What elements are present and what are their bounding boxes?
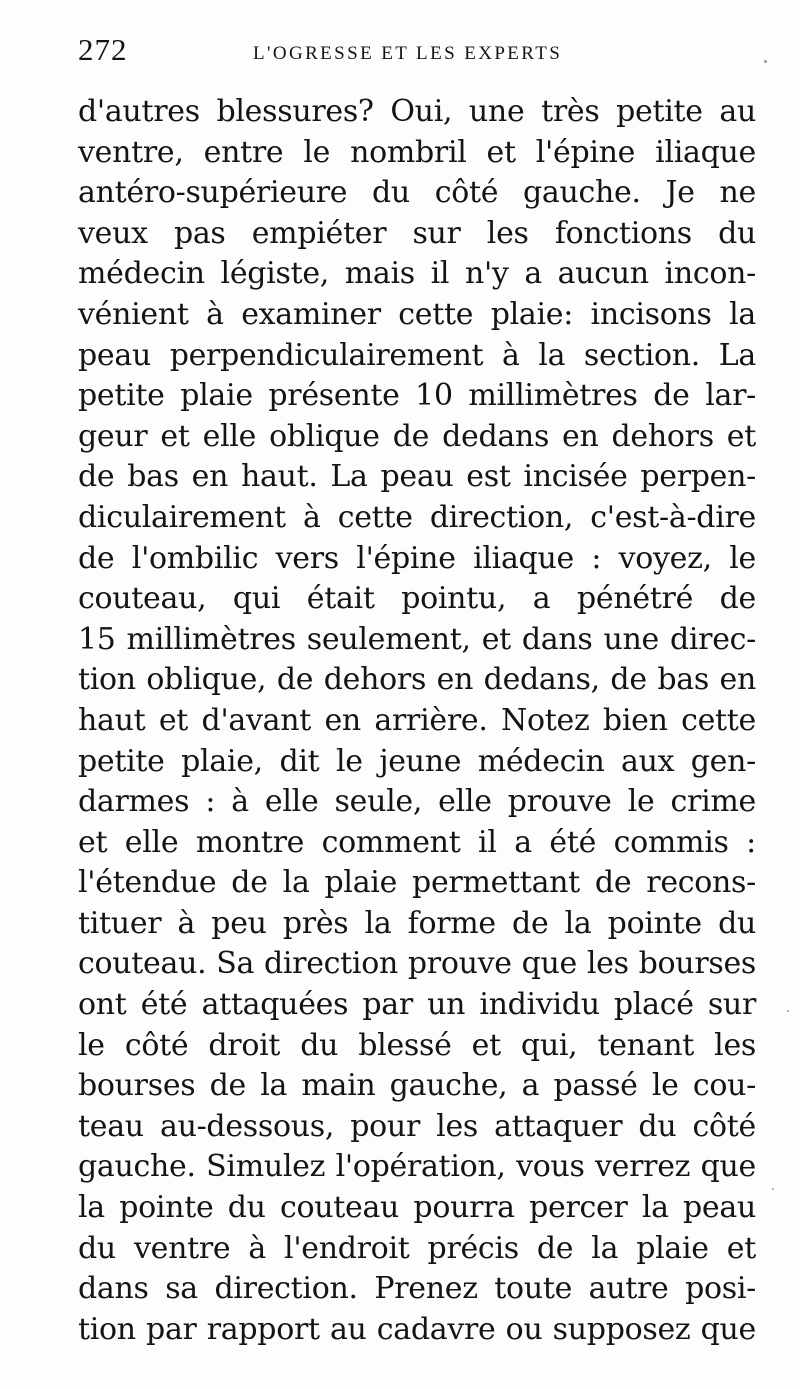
text-line: gauche. Simulez l'opération, vous verrez que — [78, 1149, 756, 1185]
text-line: teau au-dessous, pour les attaquer du côté — [78, 1108, 756, 1144]
body-text — [78, 92, 756, 1350]
text-line: ventre, entre le nombril et l'épine iliaque — [78, 134, 756, 170]
text-line: couteau. Sa direction prouve que les bourses — [78, 946, 756, 982]
text-line: la pointe du couteau pourra percer la peau — [78, 1190, 756, 1226]
page-number: 272 — [78, 32, 128, 67]
text-line: petite plaie présente 10 millimètres de lar- — [78, 378, 756, 414]
scan-speck — [772, 1188, 774, 1190]
text-line: de bas en haut. La peau est incisée perpen- — [78, 459, 756, 495]
text-line: l'étendue de la plaie permettant de recons- — [78, 865, 756, 901]
text-line: veux pas empiéter sur les fonctions du — [78, 215, 756, 251]
text-line: bourses de la main gauche, a passé le cou- — [78, 1068, 756, 1104]
text-line: le côté droit du blessé et qui, tenant les — [78, 1027, 756, 1063]
scan-speck — [764, 60, 767, 63]
text-line: diculairement à cette direction, c'est-à-dire — [78, 499, 756, 535]
text-line: tion par rapport au cadavre ou supposez que — [78, 1311, 756, 1347]
text-line: de l'ombilic vers l'épine iliaque : voyez, le — [78, 540, 756, 576]
text-line: médecin légiste, mais il n'y a aucun incon- — [78, 256, 756, 292]
text-line: d'autres blessures? Oui, une très petite au — [78, 94, 756, 129]
text-line: du ventre à l'endroit précis de la plaie et — [78, 1230, 756, 1266]
text-line: petite plaie, dit le jeune médecin aux gen- — [78, 743, 756, 779]
text-line: darmes : à elle seule, elle prouve le crime — [78, 784, 756, 820]
page-header — [78, 32, 758, 72]
text-line: et elle montre comment il a été commis : — [78, 824, 756, 860]
text-line: couteau, qui était pointu, a pénétré de — [78, 581, 756, 617]
scan-speck — [787, 1010, 789, 1012]
text-line: tituer à peu près la forme de la pointe du — [78, 905, 756, 941]
text-line: antéro-supérieure du côté gauche. Je ne — [78, 175, 756, 211]
text-line: vénient à examiner cette plaie: incisons la — [78, 296, 756, 332]
text-line: haut et d'avant en arrière. Notez bien cette — [78, 702, 756, 738]
text-line: geur et elle oblique de dedans en dehors et — [78, 418, 756, 454]
text-line: ont été attaquées par un individu placé sur — [78, 987, 756, 1023]
running-head: L'OGRESSE ET LES EXPERTS — [253, 43, 563, 64]
text-line: tion oblique, de dehors en dedans, de bas en — [78, 662, 756, 698]
text-line: 15 millimètres seulement, et dans une direc- — [78, 621, 756, 657]
text-line: peau perpendiculairement à la section. La — [78, 337, 756, 373]
text-line: dans sa direction. Prenez toute autre posi- — [78, 1271, 756, 1307]
